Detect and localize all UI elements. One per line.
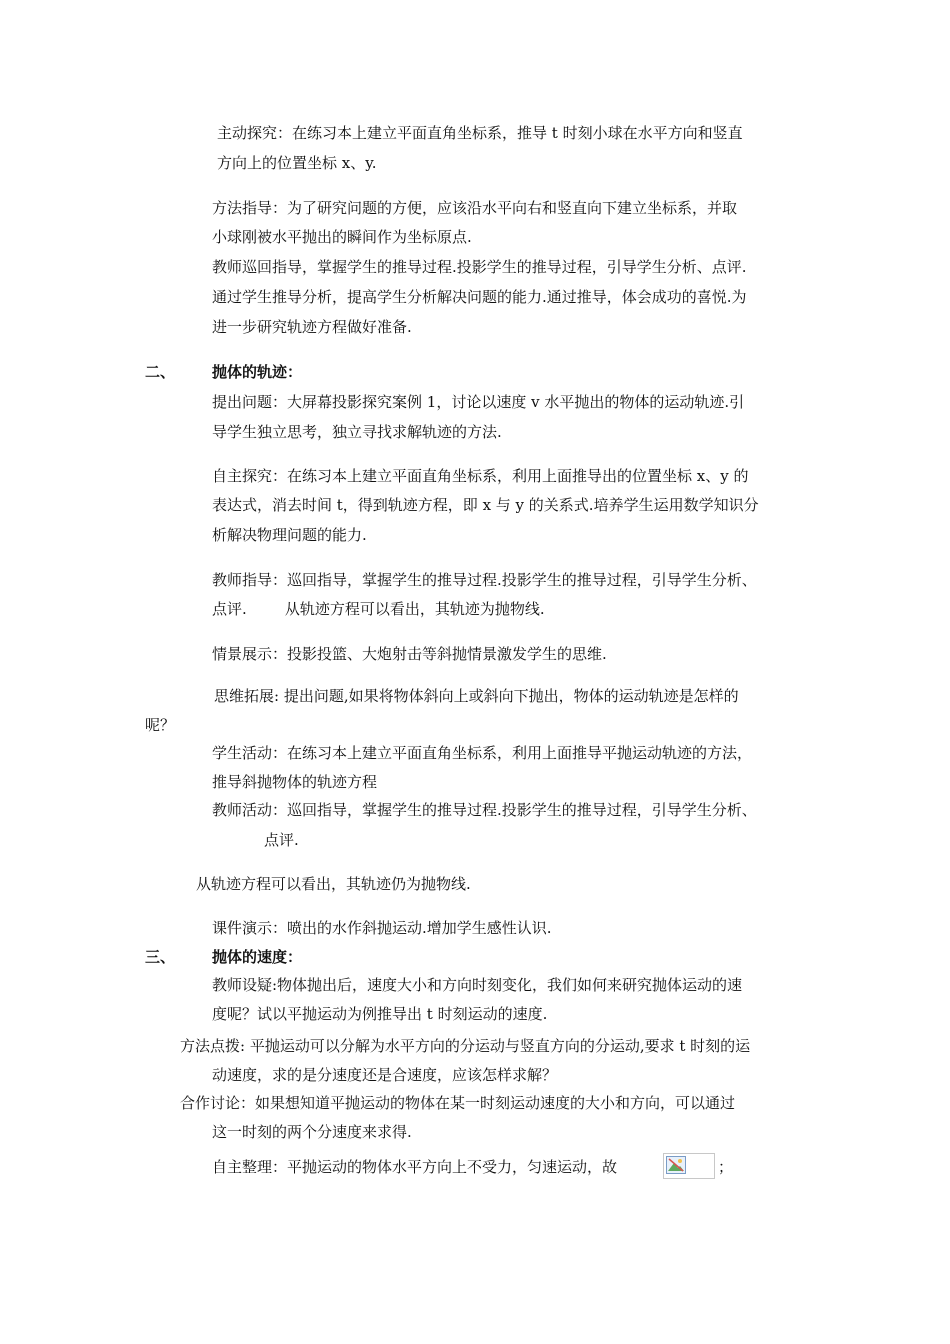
paragraph-line: 提出问题：大屏幕投影探究案例 1，讨论以速度 v 水平抛出的物体的运动轨迹.引 — [212, 393, 745, 411]
section-heading: 抛体的轨迹： — [212, 363, 303, 381]
paragraph-line: 表达式，消去时间 t，得到轨迹方程，即 x 与 y 的关系式.培养学生运用数学知识分 — [212, 496, 759, 514]
paragraph-line: 课件演示：喷出的水作斜抛运动.增加学生感性认识. — [212, 919, 552, 937]
paragraph-line: 导学生独立思考，独立寻找求解轨迹的方法. — [212, 423, 502, 441]
section-number: 三、 — [145, 948, 176, 966]
image-placeholder-icon — [666, 1156, 686, 1174]
paragraph-line: 小球刚被水平抛出的瞬间作为坐标原点. — [212, 228, 472, 246]
paragraph-line: 点评. 从轨迹方程可以看出，其轨迹为抛物线. — [212, 600, 545, 618]
section-number: 二、 — [145, 363, 176, 381]
paragraph-line: 教师设疑:物体抛出后，速度大小和方向时刻变化，我们如何来研究抛体运动的速 — [212, 976, 743, 994]
paragraph-line: 主动探究：在练习本上建立平面直角坐标系，推导 t 时刻小球在水平方向和竖直 — [217, 124, 743, 142]
paragraph-line: 度呢？试以平抛运动为例推导出 t 时刻运动的速度. — [212, 1005, 548, 1023]
paragraph-line: 教师活动：巡回指导，掌握学生的推导过程.投影学生的推导过程，引导学生分析、 — [212, 801, 757, 819]
paragraph-line: 情景展示：投影投篮、大炮射击等斜抛情景激发学生的思维. — [212, 645, 607, 663]
paragraph-line: 教师巡回指导，掌握学生的推导过程.投影学生的推导过程，引导学生分析、点评. — [212, 258, 747, 276]
paragraph-line: 方法点拨: 平抛运动可以分解为水平方向的分运动与竖直方向的分运动,要求 t 时刻的运 — [180, 1037, 751, 1055]
paragraph-line: 这一时刻的两个分速度来求得. — [212, 1123, 412, 1141]
paragraph-line: 思维拓展: 提出问题,如果将物体斜向上或斜向下抛出，物体的运动轨迹是怎样的 — [214, 687, 739, 705]
paragraph-line: 呢？ — [145, 716, 176, 734]
paragraph-line: 析解决物理问题的能力. — [212, 526, 367, 544]
paragraph-line: 自主探究：在练习本上建立平面直角坐标系，利用上面推导出的位置坐标 x、y 的 — [212, 467, 749, 485]
paragraph-line: 学生活动：在练习本上建立平面直角坐标系，利用上面推导平抛运动轨迹的方法， — [212, 744, 753, 762]
paragraph-line: 通过学生推导分析，提高学生分析解决问题的能力.通过推导，体会成功的喜悦.为 — [212, 288, 747, 306]
paragraph-line: 合作讨论：如果想知道平抛运动的物体在某一时刻运动速度的大小和方向，可以通过 — [180, 1094, 736, 1112]
paragraph-line-end: ； — [718, 1158, 734, 1176]
paragraph-line: 进一步研究轨迹方程做好准备. — [212, 318, 412, 336]
paragraph-line: 自主整理：平抛运动的物体水平方向上不受力，匀速运动，故 — [212, 1158, 618, 1176]
paragraph-line: 点评. — [264, 831, 299, 849]
paragraph-line: 方向上的位置坐标 x、y. — [217, 154, 377, 172]
section-heading: 抛体的速度： — [212, 948, 303, 966]
paragraph-line: 从轨迹方程可以看出，其轨迹仍为抛物线. — [196, 875, 471, 893]
paragraph-line: 推导斜抛物体的轨迹方程 — [212, 773, 378, 791]
broken-image-icon — [663, 1153, 715, 1179]
paragraph-line: 教师指导：巡回指导，掌握学生的推导过程.投影学生的推导过程，引导学生分析、 — [212, 571, 757, 589]
paragraph-line: 方法指导：为了研究问题的方便，应该沿水平向右和竖直向下建立坐标系，并取 — [212, 199, 738, 217]
paragraph-line: 动速度，求的是分速度还是合速度，应该怎样求解？ — [212, 1066, 558, 1084]
